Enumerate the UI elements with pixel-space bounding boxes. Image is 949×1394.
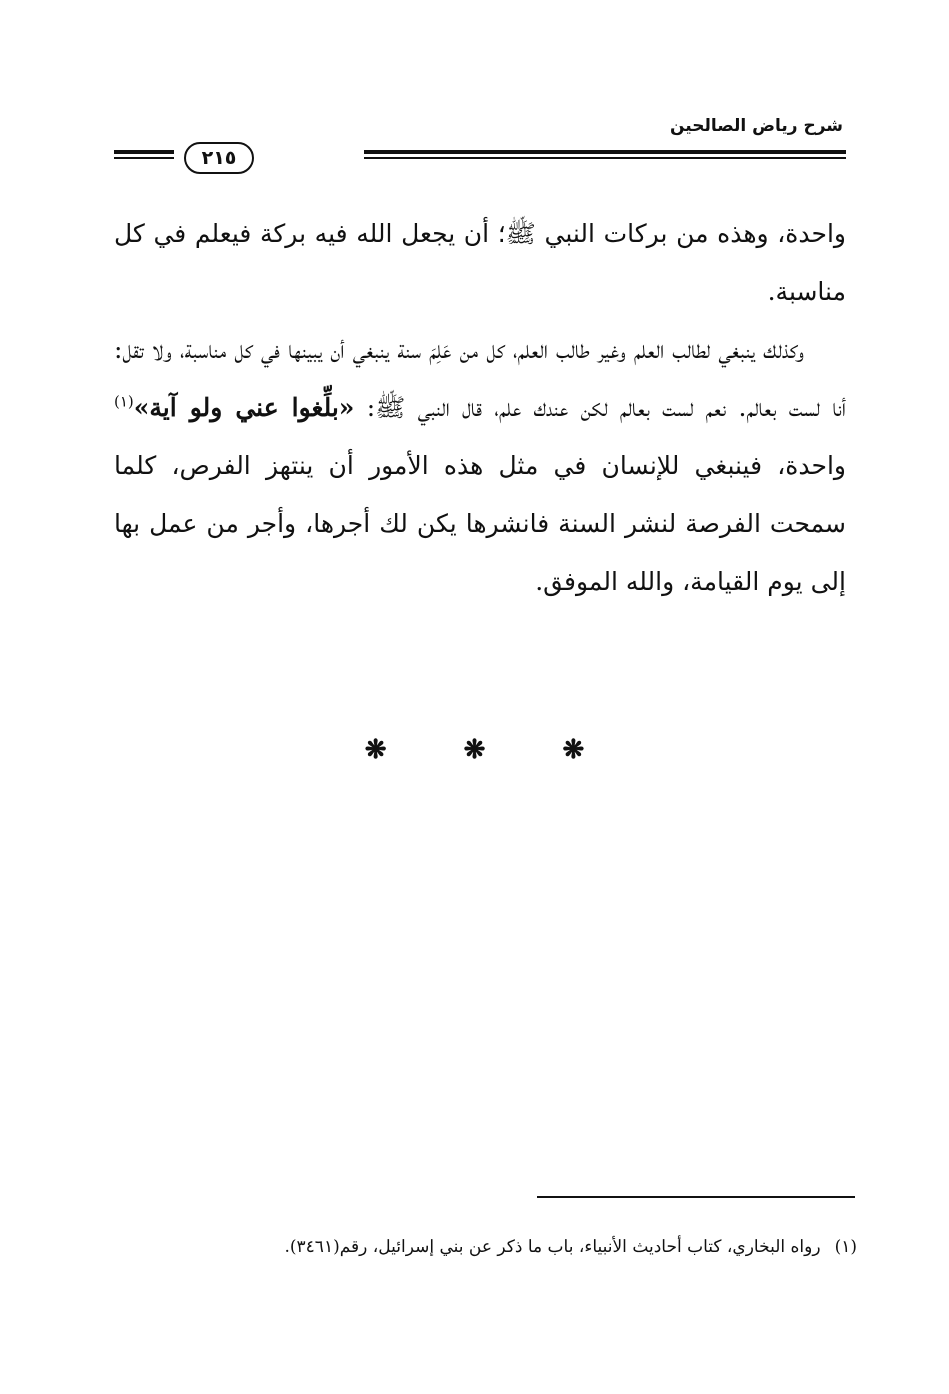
separator-star-icon: ❋ <box>364 735 387 765</box>
paragraph-1: واحدة، وهذه من بركات النبي ﷺ؛ أن يجعل الله فيه بركة فيعلم في كل مناسبة. <box>114 219 846 306</box>
footnote <box>117 1232 857 1262</box>
page-number: ٢١٥ <box>184 142 254 174</box>
footnote-rule <box>537 1196 855 1198</box>
paragraph-2-intro: وكذلك ينبغي لطالب العلم وغير طالب العلم، كل من عَلِمَ سنة ينبغي أن يبينها في كل مناسبة، ولا تقل: أنا لست بعالم. نعم لست بعالم لكن عندك علم، قال النبي ﷺ: <box>114 335 846 422</box>
paragraph-2 <box>114 321 846 611</box>
header-rule-right <box>364 150 846 159</box>
header-rule <box>114 146 846 170</box>
hadith-quote: «بلِّغوا عني ولو آية» <box>133 393 355 422</box>
separator-star-icon: ❋ <box>562 735 585 765</box>
paragraph-2-rest: واحدة، فينبغي للإنسان في مثل هذه الأمور أن ينتهز الفرص، كلما سمحت الفرصة لنشر السنة فانشرها يكن لك أجرها، وأجر من عمل بها إلى يوم القيامة، والله الموفق. <box>114 451 846 596</box>
header-rule-left <box>114 150 174 159</box>
body-text <box>114 205 846 611</box>
footnote-reference: (١) <box>114 392 134 411</box>
section-separator <box>0 735 949 765</box>
footnote-text: رواه البخاري، كتاب أحاديث الأنبياء، باب ما ذكر عن بني إسرائيل، رقم(٣٤٦١). <box>284 1237 821 1257</box>
footnote-number: (١) <box>834 1237 857 1257</box>
running-title: شرح رياض الصالحين <box>669 116 843 136</box>
separator-star-icon: ❋ <box>463 735 486 765</box>
